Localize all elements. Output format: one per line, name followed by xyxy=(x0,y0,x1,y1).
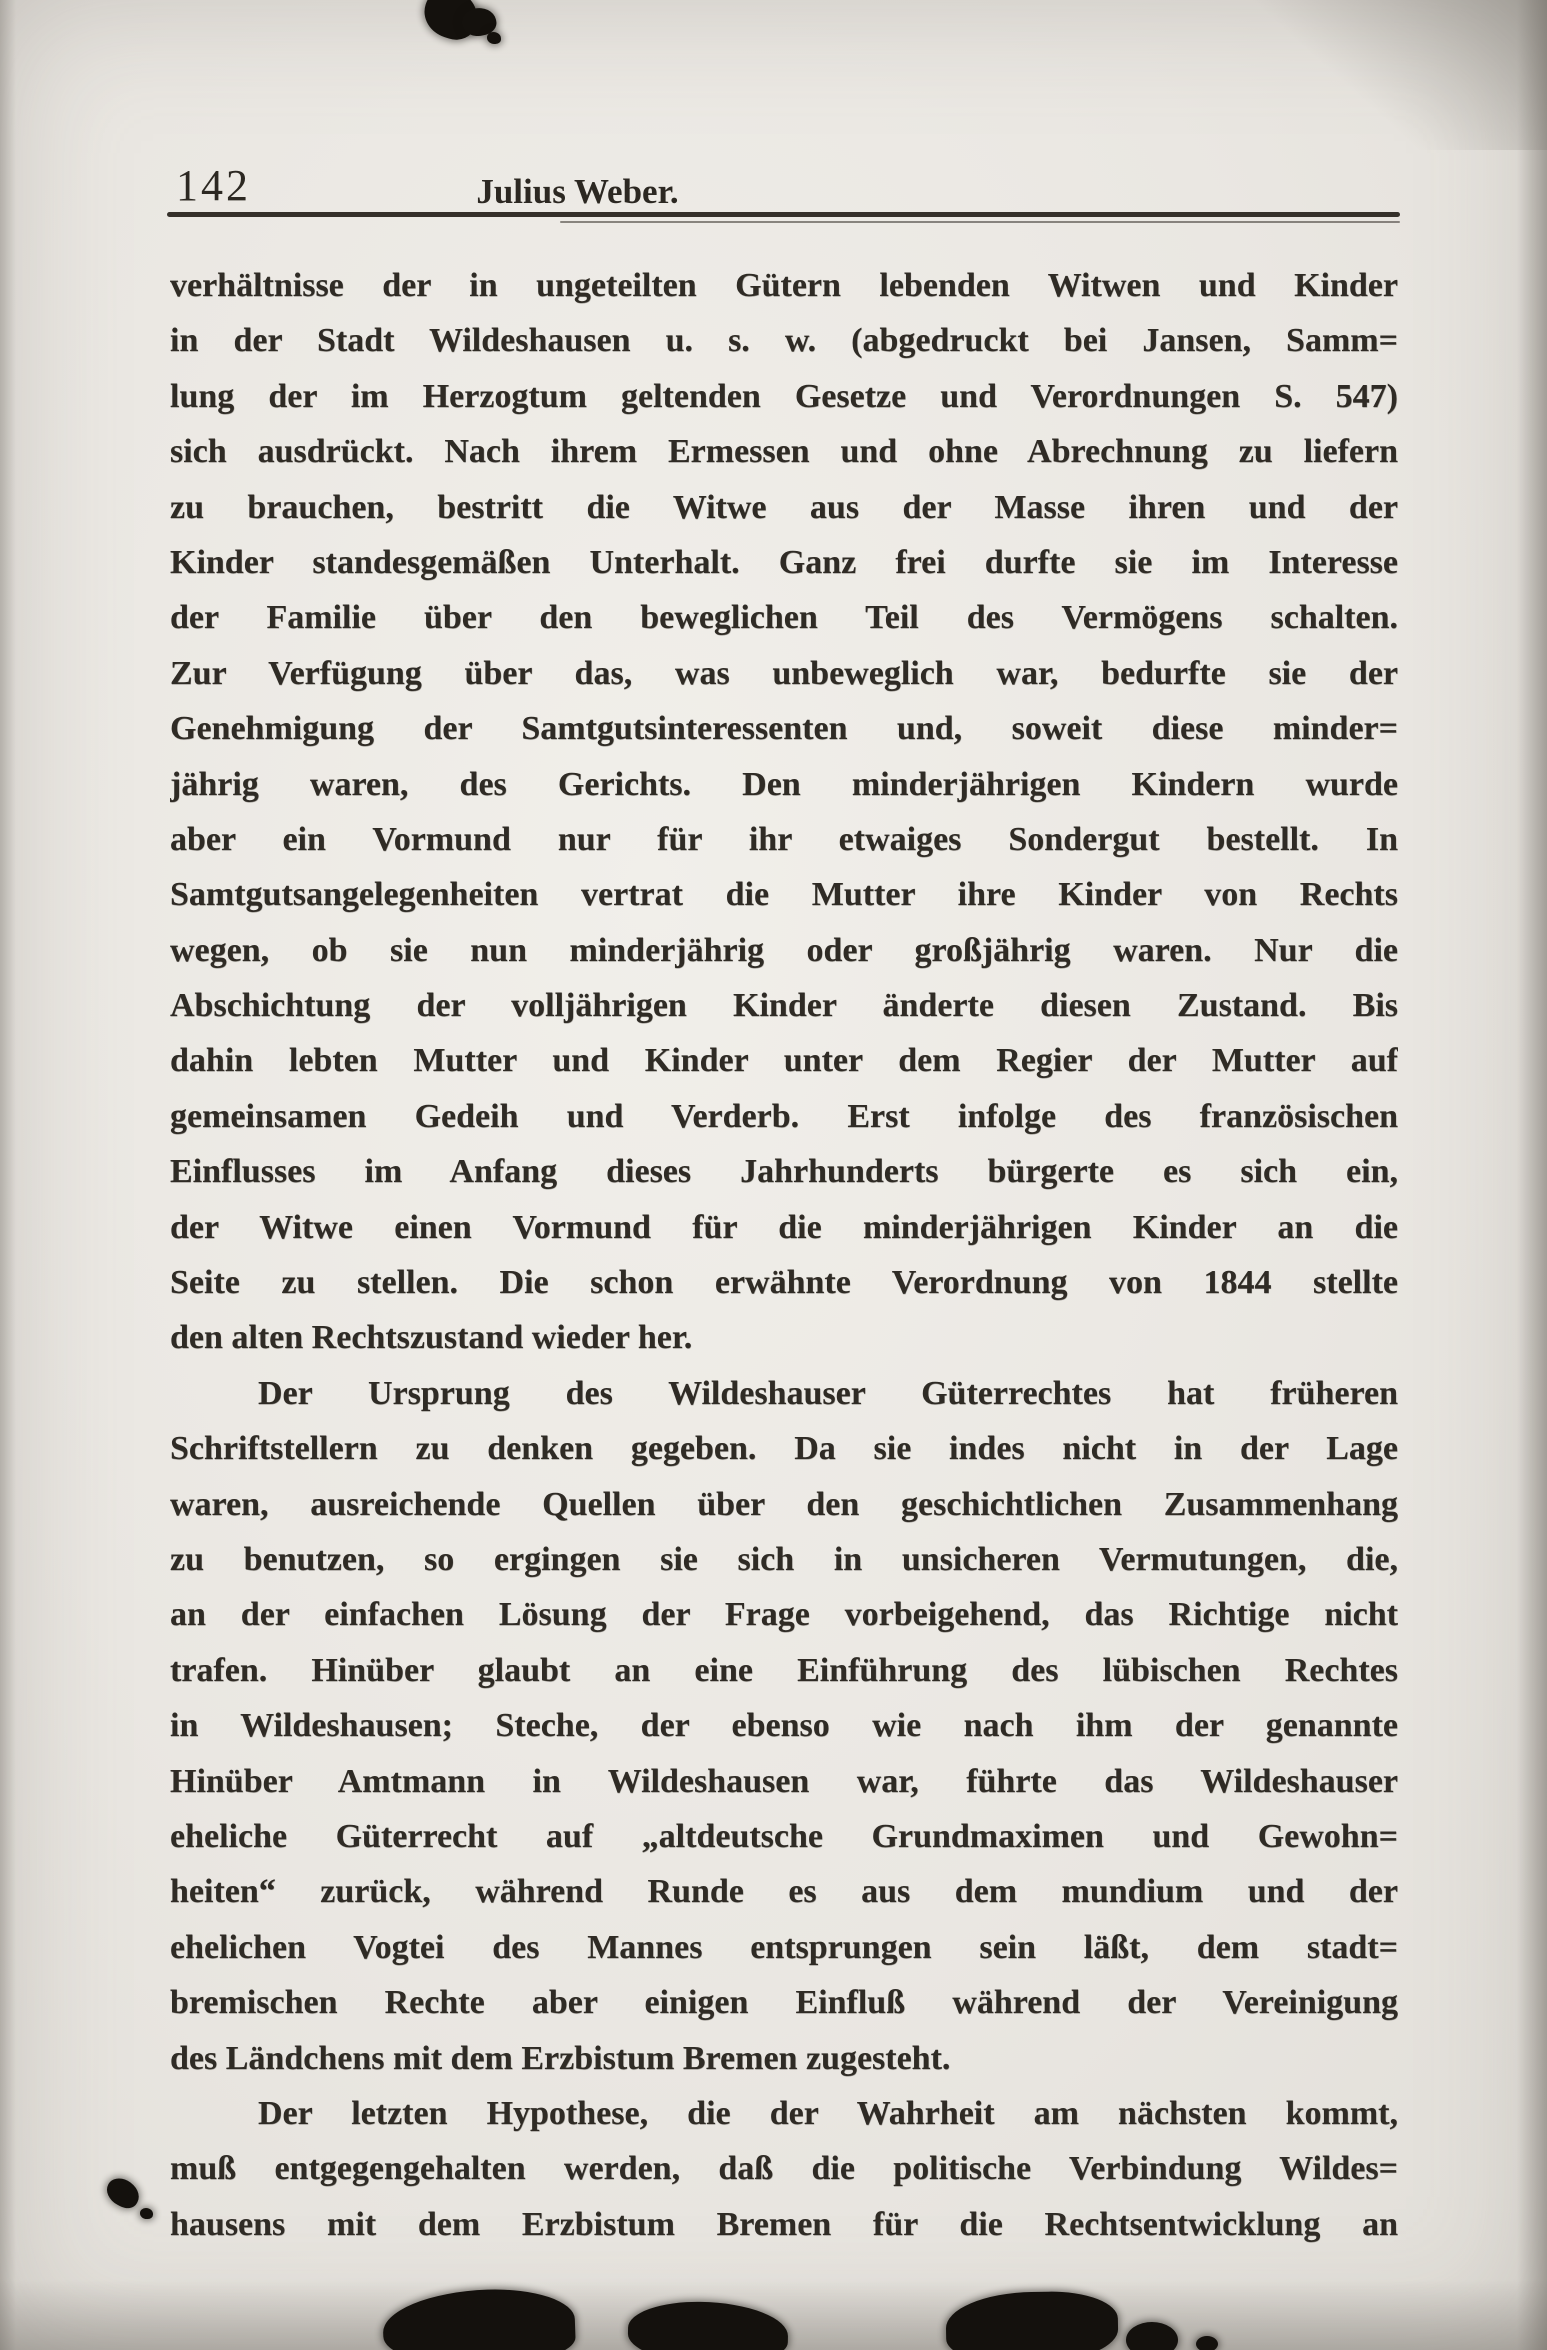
header-rule xyxy=(167,212,1400,217)
text-line: Samtgutsangelegenheiten vertrat die Mutter ihre Kinder von Rechts xyxy=(170,876,1398,914)
text-line: waren, ausreichende Quellen über den geschichtlichen Zusammenhang xyxy=(170,1485,1398,1523)
text-line: Der letzten Hypothese, die der Wahrheit am nächsten kommt, xyxy=(258,2094,1398,2132)
text-line: in Wildeshausen; Steche, der ebenso wie nach ihm der genannte xyxy=(170,1707,1398,1745)
text-line: des Ländchens mit dem Erzbistum Bremen zugesteht. xyxy=(170,2039,951,2077)
text-line: in der Stadt Wildeshausen u. s. w. (abgedruckt bei Jansen, Samm= xyxy=(170,322,1398,360)
ink-speck-bottom-left xyxy=(140,2208,153,2219)
text-line: Zur Verfügung über das, was unbeweglich war, bedurfte sie der xyxy=(170,654,1398,692)
ink-speck-top xyxy=(487,32,501,44)
text-line: wegen, ob sie nun minderjährig oder großjährig waren. Nur die xyxy=(170,931,1398,969)
body-text xyxy=(170,258,1398,2252)
ink-blot-bottom-4 xyxy=(1126,2322,1178,2350)
text-line: Schriftstellern zu denken gegeben. Da sie indes nicht in der Lage xyxy=(170,1430,1398,1468)
text-line: Abschichtung der volljährigen Kinder änderte diesen Zustand. Bis xyxy=(170,987,1398,1025)
text-line: der Familie über den beweglichen Teil des Vermögens schalten. xyxy=(170,599,1398,637)
scan-shadow-right-edge xyxy=(1517,0,1547,2350)
text-line: Kinder standesgemäßen Unterhalt. Ganz frei durfte sie im Interesse xyxy=(170,543,1398,581)
text-line: Einflusses im Anfang dieses Jahrhunderts bürgerte es sich ein, xyxy=(170,1153,1398,1191)
text-line: der Witwe einen Vormund für die minderjährigen Kinder an die xyxy=(170,1208,1398,1246)
text-line: sich ausdrückt. Nach ihrem Ermessen und ohne Abrechnung zu liefern xyxy=(170,433,1398,471)
text-line: jährig waren, des Gerichts. Den minderjährigen Kindern wurde xyxy=(170,765,1398,803)
running-head: Julius Weber. xyxy=(476,172,679,211)
text-line: zu benutzen, so ergingen sie sich in unsicheren Vermutungen, die, xyxy=(170,1540,1398,1578)
text-line: hausens mit dem Erzbistum Bremen für die Rechtsentwicklung an xyxy=(170,2205,1398,2243)
scan-shadow-left-edge xyxy=(0,0,16,2350)
header-rule-echo xyxy=(560,221,1400,223)
text-line: ehelichen Vogtei des Mannes entsprungen sein läßt, dem stadt= xyxy=(170,1928,1398,1966)
text-line: lung der im Herzogtum geltenden Gesetze und Verordnungen S. 547) xyxy=(170,377,1398,415)
text-line: zu brauchen, bestritt die Witwe aus der Masse ihren und der xyxy=(170,488,1398,526)
text-line: muß entgegengehalten werden, daß die politische Verbindung Wildes= xyxy=(170,2150,1398,2188)
text-line: den alten Rechtszustand wieder her. xyxy=(170,1319,693,1357)
scan-shadow-top-right xyxy=(1237,0,1547,150)
text-line: trafen. Hinüber glaubt an eine Einführung des lübischen Rechtes xyxy=(170,1651,1398,1689)
text-line: eheliche Güterrecht auf „altdeutsche Grundmaximen und Gewohn= xyxy=(170,1817,1398,1855)
text-line: verhältnisse der in ungeteilten Gütern lebenden Witwen und Kinder xyxy=(170,267,1398,304)
text-line: Genehmigung der Samtgutsinteressenten und, soweit diese minder= xyxy=(170,710,1398,748)
page-number: 142 xyxy=(176,161,251,210)
text-line: gemeinsamen Gedeih und Verderb. Erst infolge des französischen xyxy=(170,1097,1398,1135)
text-line: dahin lebten Mutter und Kinder unter dem Regier der Mutter auf xyxy=(170,1042,1398,1080)
text-line: an der einfachen Lösung der Frage vorbeigehend, das Richtige nicht xyxy=(170,1596,1398,1634)
text-line: Hinüber Amtmann in Wildeshausen war, führte das Wildeshauser xyxy=(170,1762,1398,1800)
text-line: Seite zu stellen. Die schon erwähnte Verordnung von 1844 stellte xyxy=(170,1264,1398,1302)
text-line: bremischen Rechte aber einigen Einfluß während der Vereinigung xyxy=(170,1984,1398,2022)
text-line: Der Ursprung des Wildeshauser Güterrechtes hat früheren xyxy=(258,1374,1398,1412)
ink-mark-bottom-left xyxy=(102,2174,144,2213)
ink-speck-bottom-right xyxy=(1196,2336,1218,2350)
text-line: aber ein Vormund nur für ihr etwaiges Sondergut bestellt. In xyxy=(170,820,1398,858)
text-line: heiten“ zurück, während Runde es aus dem mundium und der xyxy=(170,1873,1398,1911)
